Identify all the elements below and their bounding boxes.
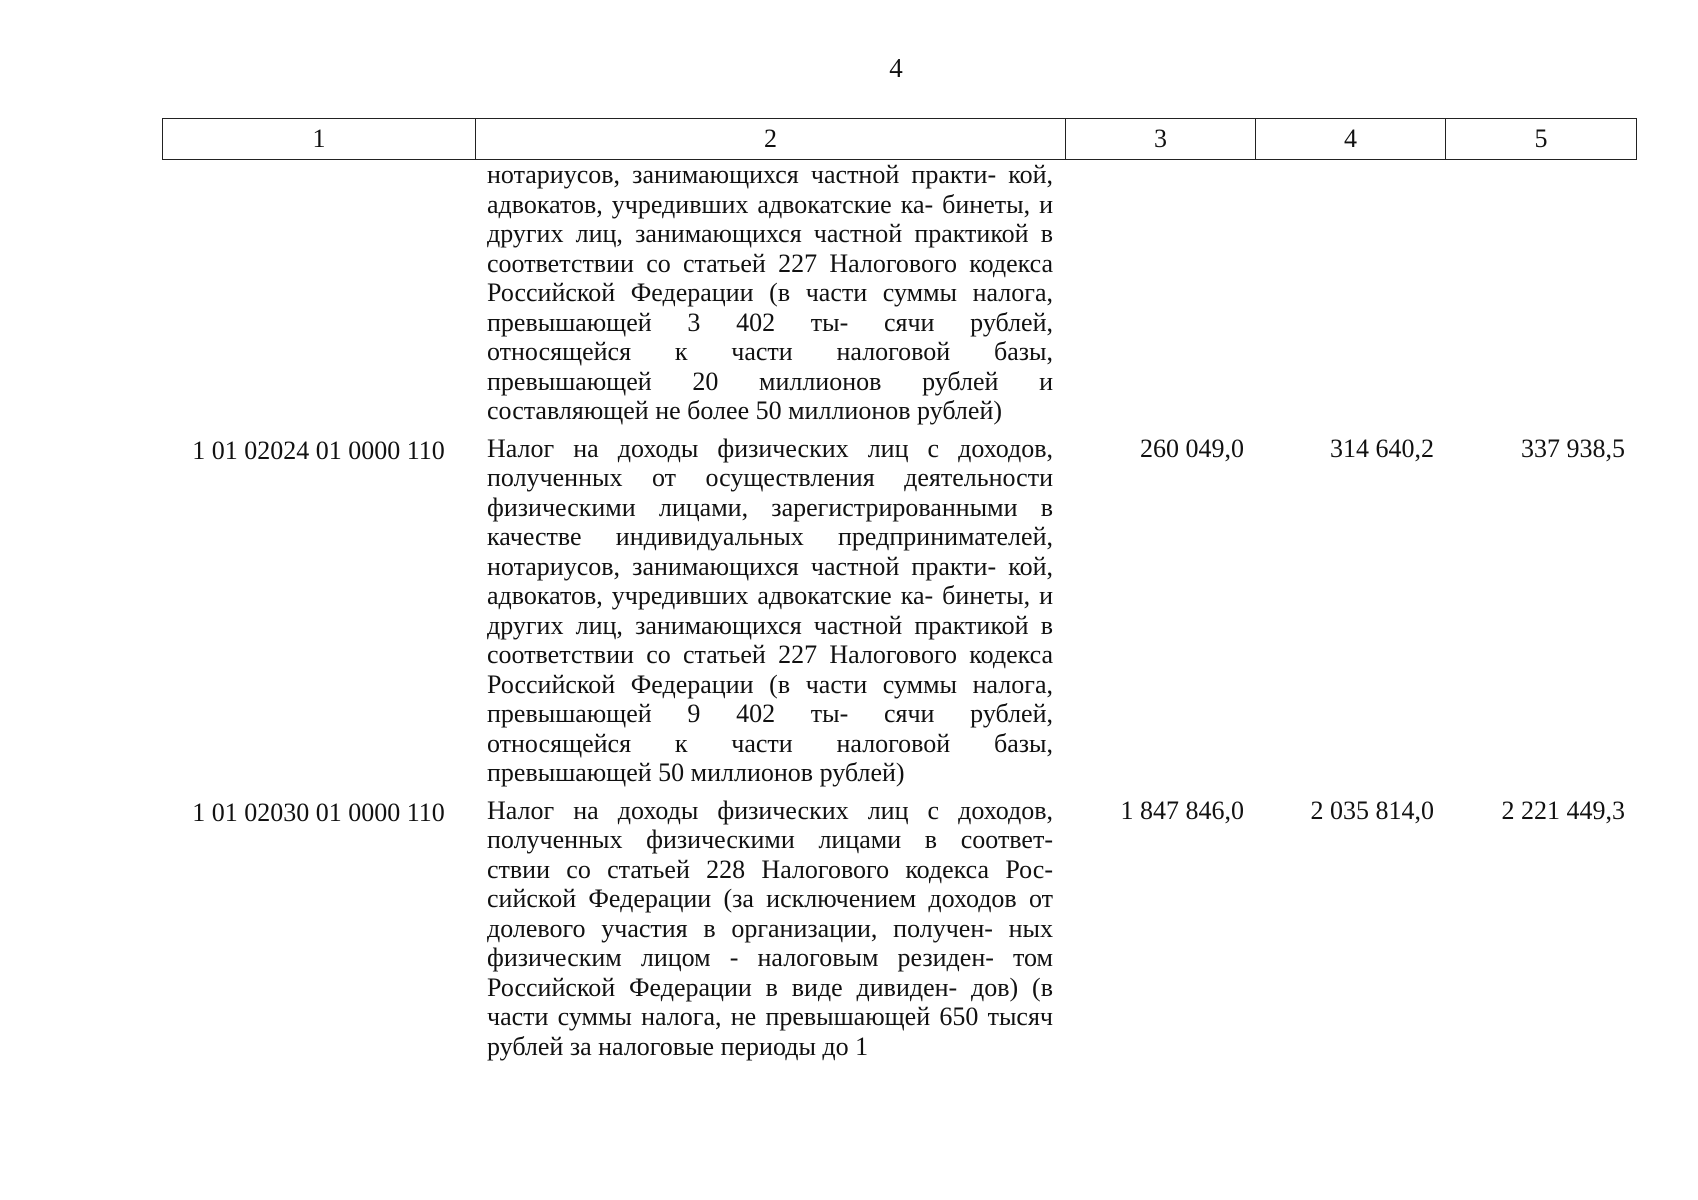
row-value-4: 2 035 814,0	[1310, 795, 1434, 825]
row-value-3	[1065, 160, 1255, 426]
column-header-3: 3	[1066, 119, 1256, 160]
row-description: Налог на доходы физических лиц с доходов, полученных физическими лицами в соответ- ствии со статьей 228 Налогового кодекса Рос- сийской Федерации (за исключением доходов от долевого участия в организации, получен- ных физическим лицом - налоговым резиден- том Российской Федерации в виде дивиден- дов) (в части суммы налога, не превышающей 650 тысяч рублей за налоговые периоды до 1	[487, 795, 1053, 1061]
row-code	[162, 160, 475, 426]
row-description: Налог на доходы физических лиц с доходов, полученных от осуществления деятельности физическими лицами, зарегистрированными в качестве индивидуальных предпринимателей, нотариусов, занимающихся частной практи- кой, адвокатов, учредивших адвокатские ка- бинеты, и других лиц, занимающихся частной практикой в соответствии со статьей 227 Налогового кодекса Российской Федерации (в части суммы налога, превышающей 9 402 ты- сячи рублей, относящейся к части налоговой базы, превышающей 50 миллионов рублей)	[487, 433, 1053, 787]
row-value-4	[1255, 160, 1445, 426]
row-value-5	[1445, 160, 1636, 426]
row-description: нотариусов, занимающихся частной практи- кой, адвокатов, учредивших адвокатские ка- бинеты, и других лиц, занимающихся частной практикой в соответствии со статьей 227 Налогового кодекса Российской Федерации (в части суммы налога, превышающей 3 402 ты- сячи рублей, относящейся к части налоговой базы, превышающей 20 миллионов рублей и составляющей не более 50 миллионов рублей)	[487, 160, 1053, 425]
column-header-4: 4	[1256, 119, 1446, 160]
column-header-1: 1	[163, 119, 476, 160]
column-header-5: 5	[1446, 119, 1637, 160]
row-value-5: 337 938,5	[1521, 433, 1625, 463]
row-code: 1 01 02024 01 0000 110	[192, 435, 445, 465]
row-value-5: 2 221 449,3	[1501, 795, 1625, 825]
table-body	[162, 160, 1636, 1061]
page-number: 4	[889, 53, 903, 83]
row-value-3: 260 049,0	[1140, 433, 1244, 463]
row-code: 1 01 02030 01 0000 110	[192, 797, 445, 827]
header-row	[163, 119, 1637, 160]
table-row	[162, 160, 1636, 426]
column-header-2: 2	[476, 119, 1066, 160]
row-value-3: 1 847 846,0	[1120, 795, 1244, 825]
table-row	[162, 796, 1636, 1062]
table-header	[162, 118, 1637, 160]
table-row	[162, 434, 1636, 788]
row-value-4: 314 640,2	[1330, 433, 1434, 463]
